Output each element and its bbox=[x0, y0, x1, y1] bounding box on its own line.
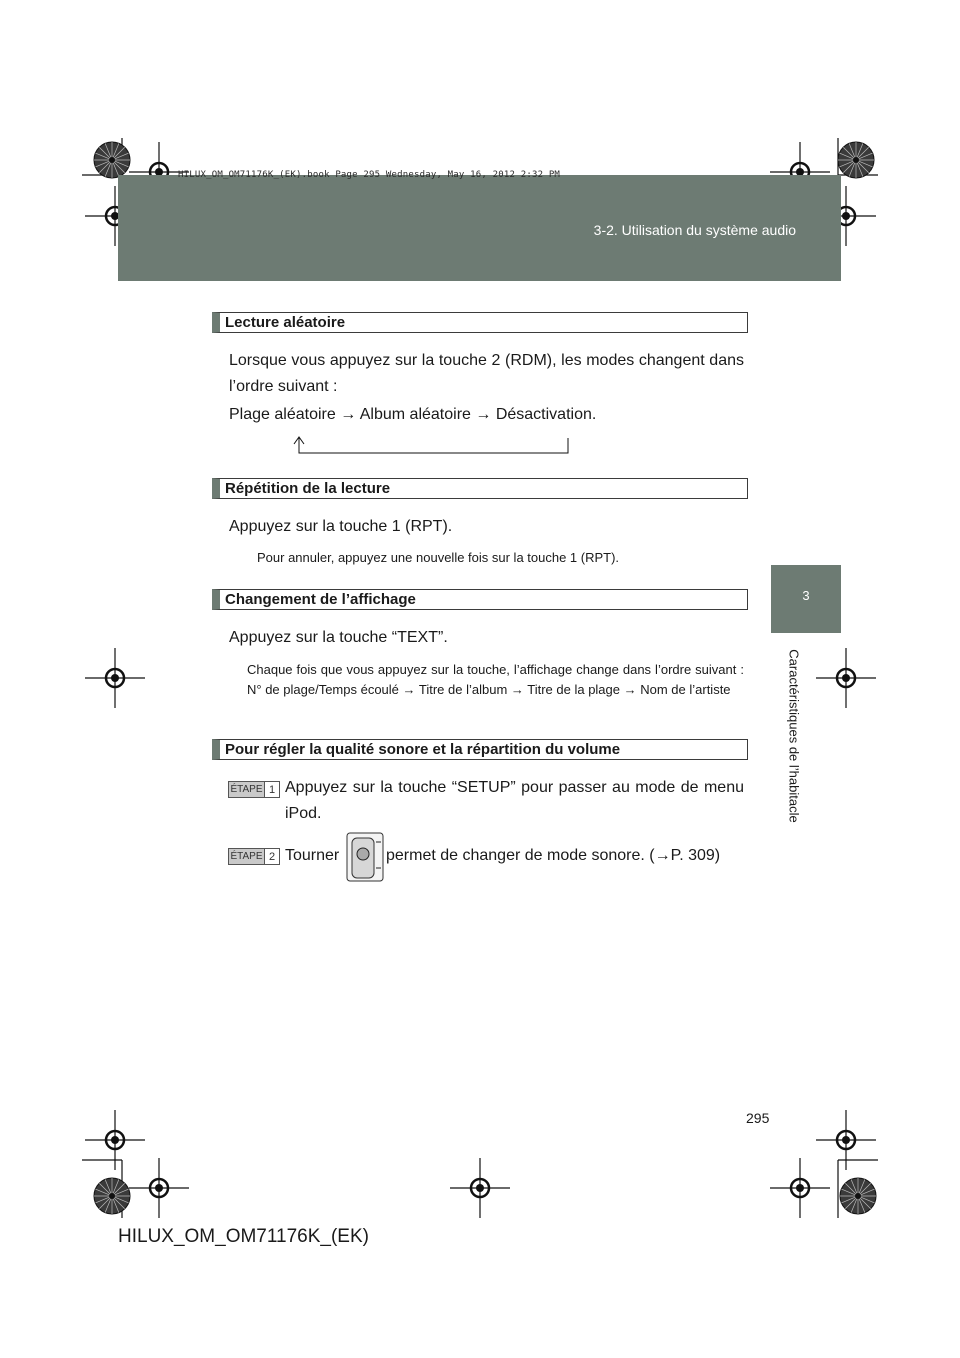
repeat-paragraph: Appuyez sur la touche 1 (RPT). bbox=[229, 518, 453, 535]
book-stamp: HILUX_OM_OM71176K_(EK).book Page 295 Wednesday, May 16, 2012 2:32 PM bbox=[178, 170, 561, 180]
display-paragraph: Appuyez sur la touche “TEXT”. bbox=[229, 629, 448, 646]
crosshair-icon bbox=[129, 1158, 189, 1218]
crosshair-icon bbox=[816, 1110, 876, 1170]
heading-display: Changement de l’affichage bbox=[212, 589, 748, 610]
crosshair-icon bbox=[450, 1158, 510, 1218]
step-2-after: permet de changer de mode sonore. (→P. 309) bbox=[386, 847, 721, 864]
chapter-title: Caractéristiques de l’habitacle bbox=[786, 649, 802, 823]
page-number: 295 bbox=[746, 1110, 770, 1126]
chapter-title-wrap bbox=[771, 636, 817, 836]
step-1-text: Appuyez sur la touche “SETUP” pour passer au mode de menu iPod. bbox=[285, 779, 744, 822]
chapter-number: 3 bbox=[802, 588, 810, 603]
random-cycle: Plage aléatoire → Album aléatoire → Désactivation. bbox=[229, 406, 597, 423]
heading-random: Lecture aléatoire bbox=[212, 312, 748, 333]
step-1-badge bbox=[228, 781, 280, 798]
control-knob-icon bbox=[346, 832, 384, 882]
registration-mark-icon bbox=[94, 142, 130, 178]
registration-mark-icon bbox=[94, 1178, 130, 1214]
section-title: 3-2. Utilisation du système audio bbox=[593, 222, 796, 238]
random-paragraph: Lorsque vous appuyez sur la touche 2 (RDM), les modes changent dans l’ordre suivant : bbox=[229, 352, 744, 395]
registration-mark-icon bbox=[840, 1178, 876, 1214]
step-2-number: 2 bbox=[264, 849, 279, 864]
crosshair-icon bbox=[85, 1110, 145, 1170]
step-1-number: 1 bbox=[264, 782, 279, 797]
document-code: HILUX_OM_OM71176K_(EK) bbox=[118, 1226, 369, 1247]
step-2-label: ÉTAPE bbox=[230, 851, 263, 862]
heading-sound: Pour régler la qualité sonore et la répartition du volume bbox=[212, 739, 748, 760]
crosshair-icon bbox=[85, 648, 145, 708]
repeat-note: Pour annuler, appuyez une nouvelle fois sur la touche 1 (RPT). bbox=[257, 550, 620, 565]
step-2-before: Tourner bbox=[285, 847, 340, 864]
crosshair-icon bbox=[770, 1158, 830, 1218]
step-2-badge bbox=[228, 848, 280, 865]
display-note: Chaque fois que vous appuyez sur la touche, l’affichage change dans l’ordre suivant : N° de plage/Temps écoulé → Titre de l’album → Titre de la plage → Nom de l’artiste bbox=[247, 662, 744, 697]
registration-mark-icon bbox=[838, 142, 874, 178]
step-1-label: ÉTAPE bbox=[230, 784, 263, 795]
crosshair-icon bbox=[816, 648, 876, 708]
cycle-return-arrow-icon bbox=[288, 434, 572, 456]
heading-repeat: Répétition de la lecture bbox=[212, 478, 748, 499]
